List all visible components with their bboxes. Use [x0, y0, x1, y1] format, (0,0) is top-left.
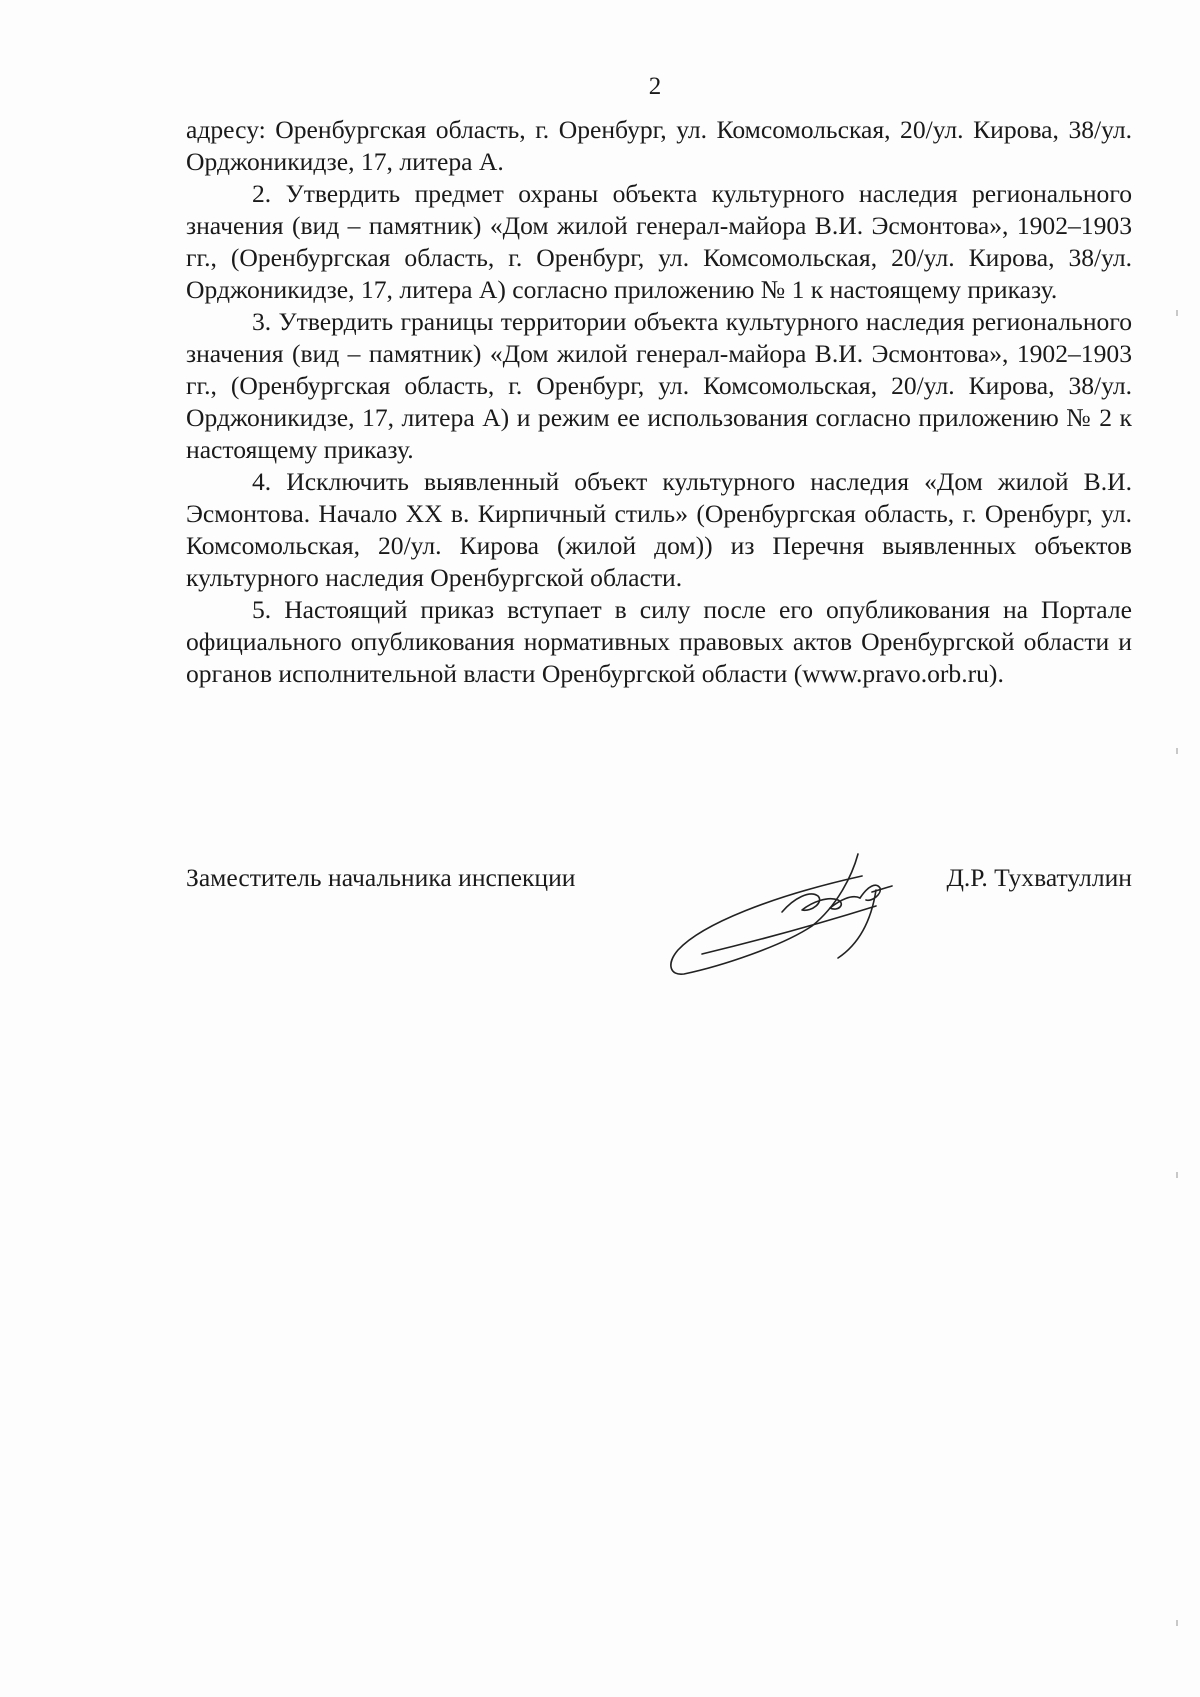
document-body: [186, 114, 1132, 690]
page-number: 2: [648, 73, 662, 100]
paragraph-item-2: 2. Утвердить предмет охраны объекта культурного наследия регионального значения (вид – памятник) «Дом жилой генерал-майора В.И. Эсмонтова», 1902–1903 гг., (Оренбургская область, г. Оренбург, ул. Комсомольская, 20/ул. Кирова, 38/ул. Орджоникидзе, 17, литера А) согласно приложению № 1 к настоящему приказу.: [186, 179, 1132, 304]
signature-block: [186, 846, 1132, 976]
signatory-position: Заместитель начальника инспекции: [186, 863, 576, 892]
scan-speck: [1176, 1172, 1178, 1178]
paragraph-continuation: адресу: Оренбургская область, г. Оренбург, ул. Комсомольская, 20/ул. Кирова, 38/ул. Орджоникидзе, 17, литера А.: [186, 115, 1132, 176]
paragraph-item-5: 5. Настоящий приказ вступает в силу после его опубликования на Портале официального опубликования нормативных правовых актов Оренбургской области и органов исполнительной власти Оренбургской области (www.pravo.orb.ru).: [186, 595, 1132, 688]
scan-speck: [1176, 1620, 1178, 1626]
paragraph-item-4: 4. Исключить выявленный объект культурного наследия «Дом жилой В.И. Эсмонтова. Начало XX в. Кирпичный стиль» (Оренбургская область, г. Оренбург, ул. Комсомольская, 20/ул. Кирова (жилой дом)) из Перечня выявленных объектов культурного наследия Оренбургской области.: [186, 467, 1132, 592]
scan-speck: [1176, 748, 1178, 754]
signatory-name: Д.Р. Тухватуллин: [946, 863, 1132, 892]
handwritten-signature: [662, 846, 922, 976]
scan-speck: [1176, 310, 1178, 316]
paragraph-item-3: 3. Утвердить границы территории объекта культурного наследия регионального значения (вид – памятник) «Дом жилой генерал-майора В.И. Эсмонтова», 1902–1903 гг., (Оренбургская область, г. Оренбург, ул. Комсомольская, 20/ул. Кирова, 38/ул. Орджоникидзе, 17, литера А) и режим ее использования согласно приложению № 2 к настоящему приказу.: [186, 307, 1132, 464]
